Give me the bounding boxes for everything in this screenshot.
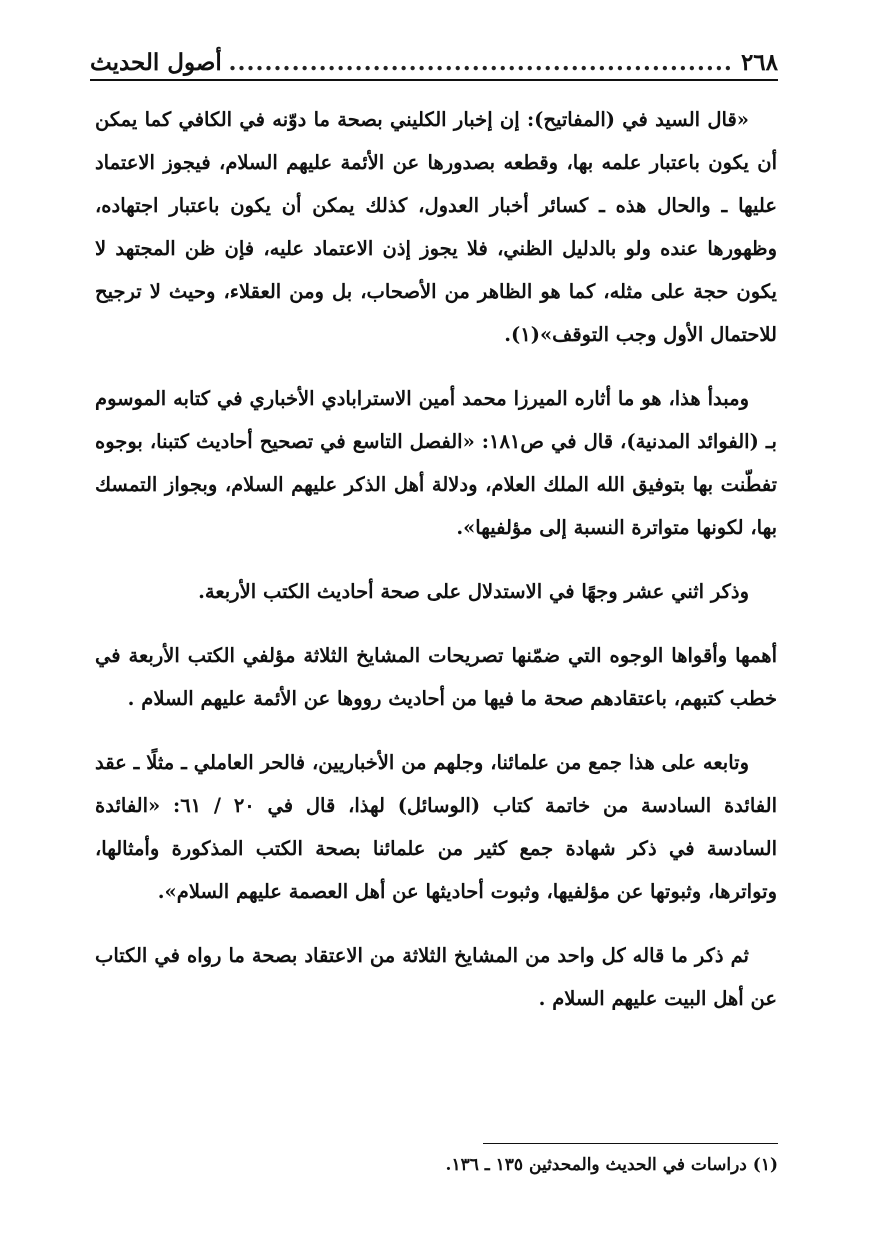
footnote-rule [483, 1143, 778, 1144]
page-number: ٢٦٨ [740, 49, 778, 76]
main-text [95, 98, 777, 1041]
paragraph-main-reasons: أهمها وأقواها الوجوه التي ضمّنها تصريحات المشايخ الثلاثة مؤلفي الكتب الأربعة في خطب كتبهم، باعتقادهم صحة ما فيها من أحاديث رووها عن الأئمة عليهم السلام . [95, 644, 777, 710]
paragraph-hurr-amili: وتابعه على هذا جمع من علمائنا، وجلهم من الأخباريين، فالحر العاملي ـ مثلًا ـ عقد الفائدة السادسة من خاتمة كتاب (الوسائل) لهذا، قال في ٢٠ / ٦١: «الفائدة السادسة في ذكر شهادة جمع كثير من علمائنا بصحة الكتب المذكورة وأمثالها، وتواترها، وثبوتها عن مؤلفيها، وثبوت أحاديثها عن أهل العصمة عليهم السلام». [95, 751, 778, 903]
paragraph-twelve-reasons: وذكر اثني عشر وجهًا في الاستدلال على صحة أحاديث الكتب الأربعة. [198, 580, 749, 603]
footnote: (١) دراسات في الحديث والمحدثين ١٣٥ ـ ١٣٦. [445, 1155, 778, 1175]
running-title: أصول الحديث [90, 49, 222, 76]
page-header [90, 36, 778, 76]
paragraph-quote-mafatih: «قال السيد في (المفاتيح): إن إخبار الكليني بصحة ما دوّنه في الكافي كما يمكن أن يكون باعتبار علمه بها، وقطعه بصدورها عن الأئمة عليهم السلام، فيجوز الاعتماد عليها ـ والحال هذه ـ كسائر أخبار العدول، كذلك يمكن أن يكون باعتبار اجتهاده، وظهورها عنده ولو بالدليل الظني، فلا يجوز إذن الاعتماد عليه، فإن ظن المجتهد لا يكون حجة على مثله، كما هو الظاهر من الأصحاب، بل ومن العقلاء، وحيث لا ترجيح للاحتمال الأول وجب التوقف»(١). [95, 108, 777, 346]
header-rule [90, 79, 778, 81]
paragraph-astarabadi: ومبدأ هذا، هو ما أثاره الميرزا محمد أمين الاسترابادي الأخباري في كتابه الموسوم بـ (الفوائد المدنية)، قال في ص١٨١: «الفصل التاسع في تصحيح أحاديث كتبنا، بوجوه تفطّنت بها بتوفيق الله الملك العلام، ودلالة أهل الذكر عليهم السلام، وبجواز التمسك بها، لكونها متواترة النسبة إلى مؤلفيها». [95, 387, 777, 539]
header-leader-dots [230, 49, 733, 76]
paragraph-three-shaykhs: ثم ذكر ما قاله كل واحد من المشايخ الثلاثة من الاعتقاد بصحة ما رواه في الكتاب عن أهل البيت عليهم السلام . [95, 944, 777, 1010]
